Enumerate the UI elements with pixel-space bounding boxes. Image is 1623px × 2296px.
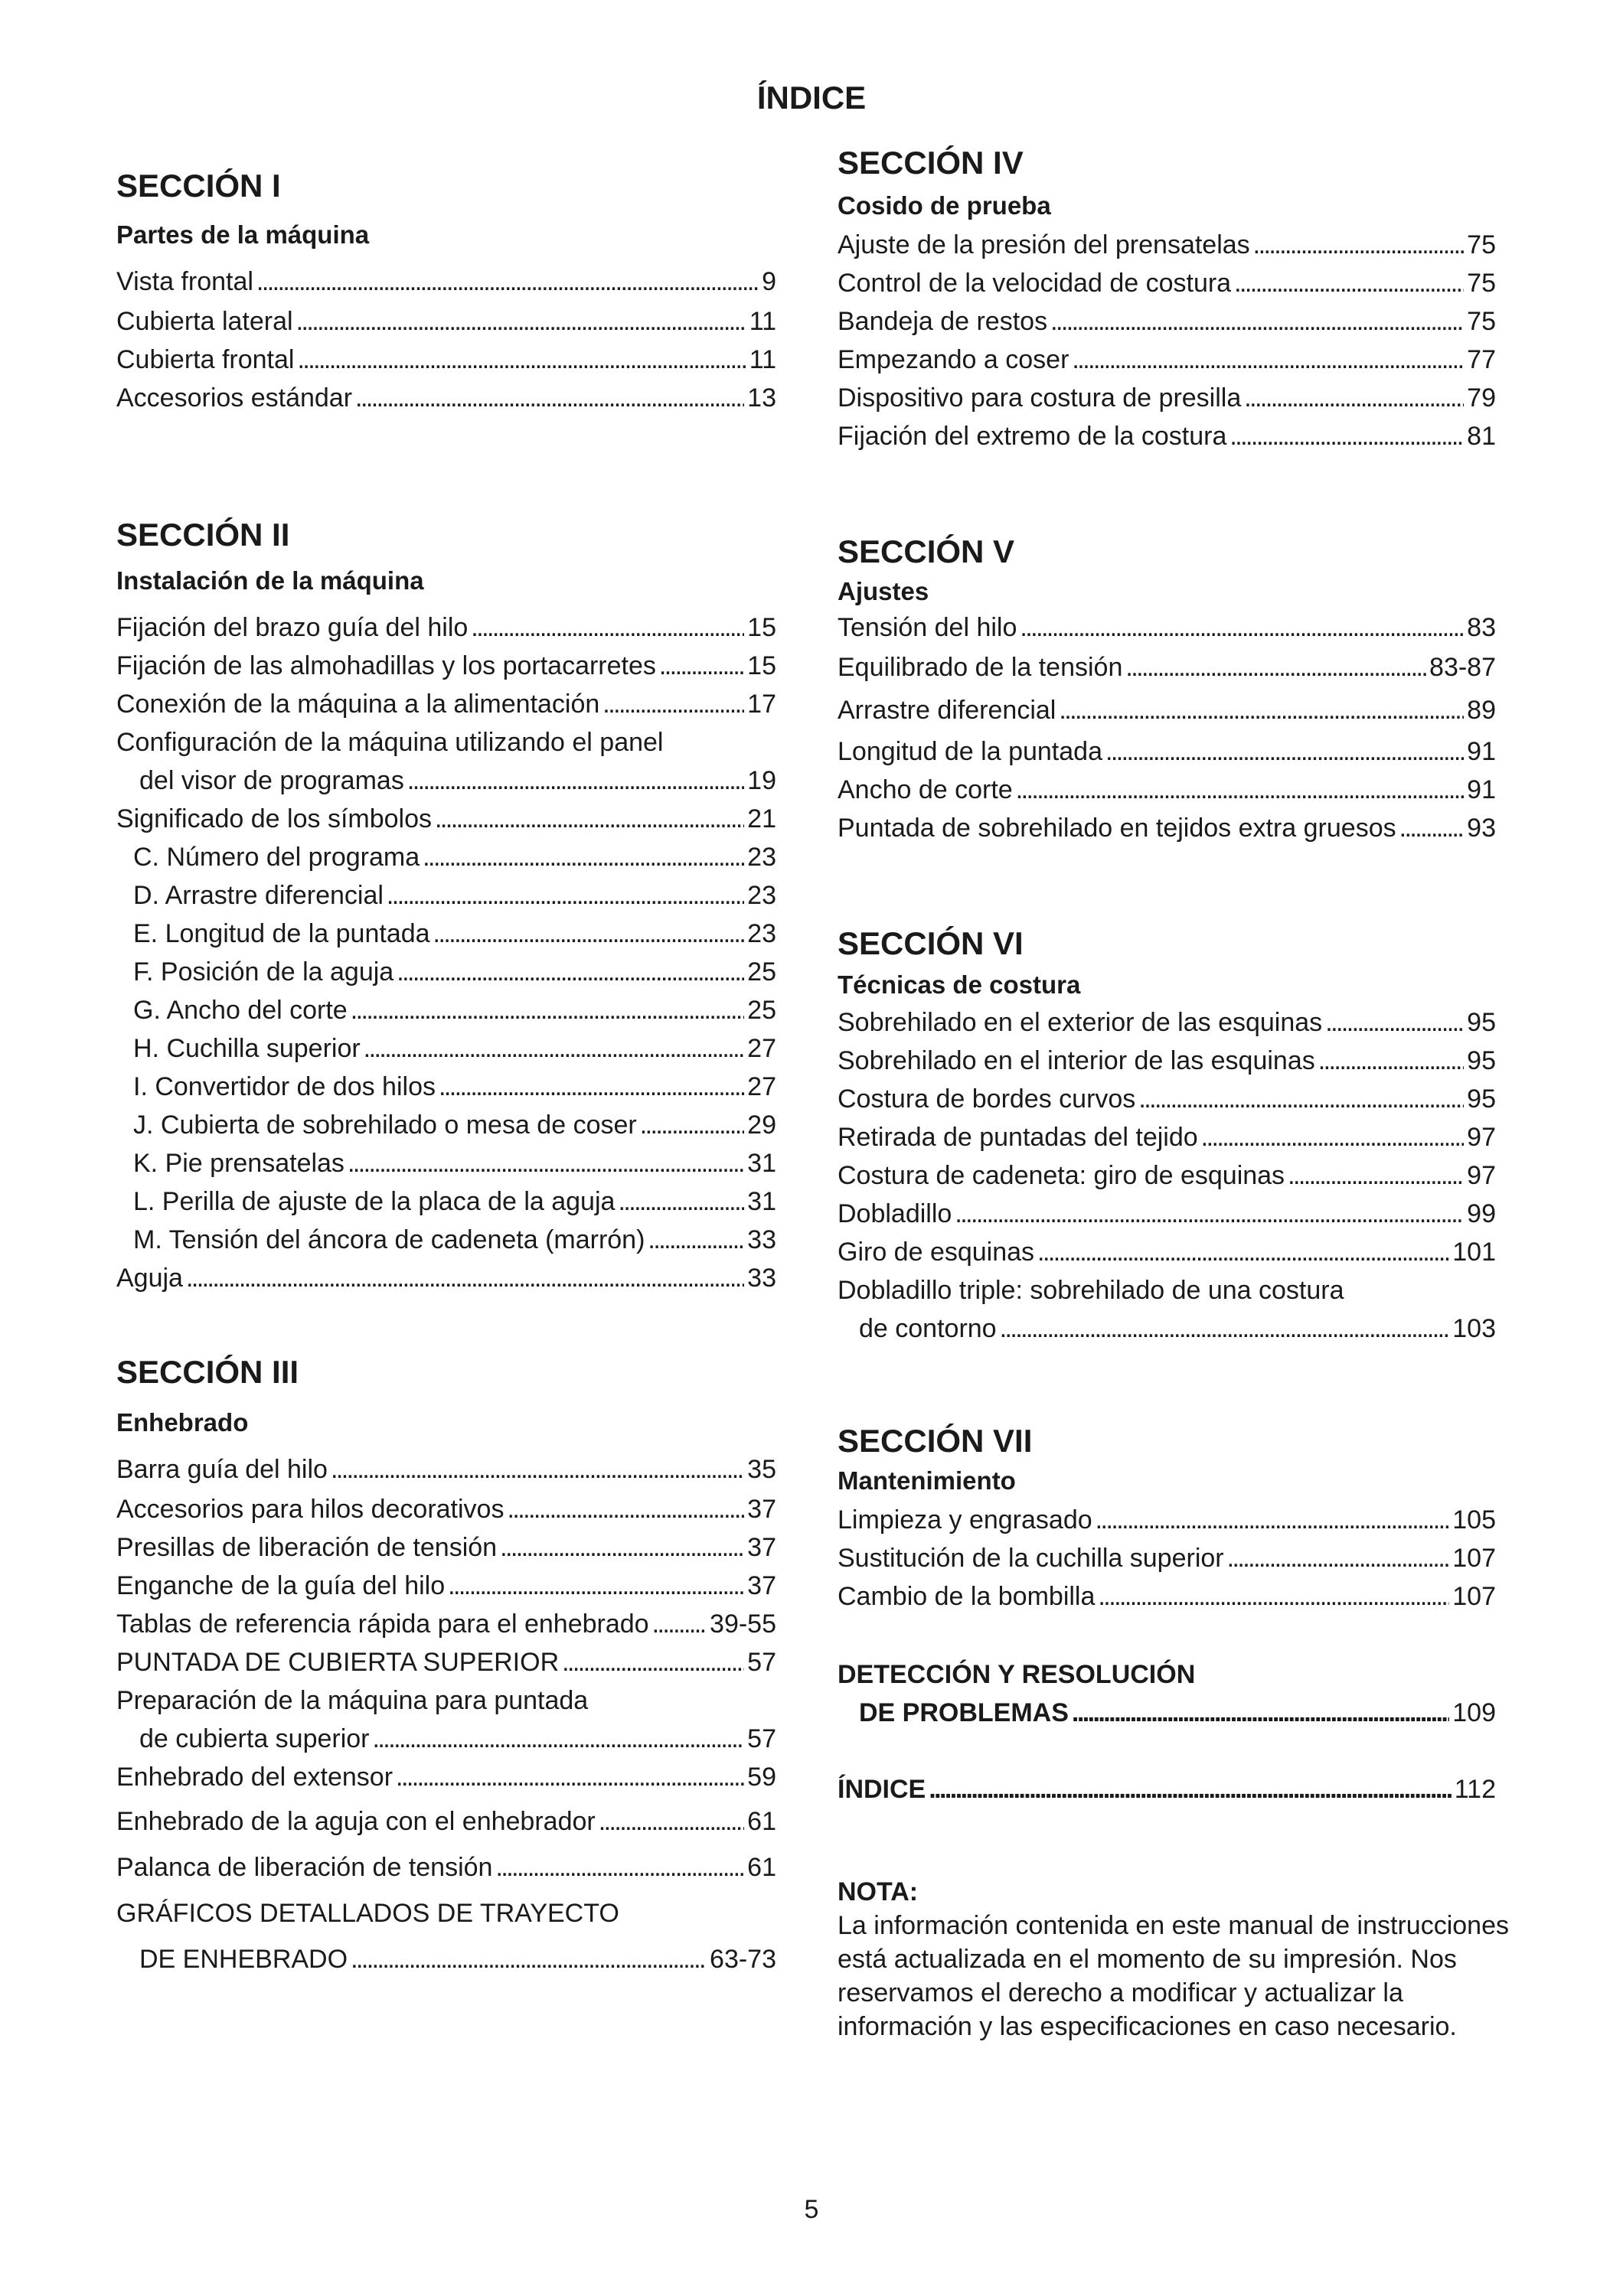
toc-entry[interactable]: de contorno . . . 103 — [859, 1313, 1496, 1344]
toc-entry[interactable]: Enganche de la guía del hilo . . . 37 — [116, 1570, 776, 1601]
toc-entry[interactable]: D. Arrastre diferencial . . . 23 — [133, 880, 776, 911]
nota-text: La información contenida en este manual de instrucciones está actualizada en el momento de su impresión. Nos reservamos el derecho a modificar y actualizar la información y las especificaciones en caso necesario. — [838, 1911, 1509, 2041]
toc-entry[interactable]: Bandeja de restos . . . 75 — [838, 306, 1496, 337]
toc-entry[interactable]: Fijación del extremo de la costura . . . 81 — [838, 421, 1496, 452]
toc-entry[interactable]: Cambio de la bombilla . . . 107 — [838, 1581, 1496, 1612]
toc-entry-line: GRÁFICOS DETALLADOS DE TRAYECTO — [116, 1899, 619, 1928]
toc-entry-line: Dobladillo triple: sobrehilado de una costura — [838, 1276, 1344, 1305]
toc-entry[interactable]: Conexión de la máquina a la alimentación . . . 17 — [116, 689, 776, 719]
section-subtitle: Mantenimiento — [838, 1466, 1016, 1495]
section-subtitle: Ajustes — [838, 577, 929, 605]
toc-entry[interactable]: Limpieza y engrasado . . . 105 — [838, 1505, 1496, 1535]
toc-entry[interactable]: Empezando a coser . . . 77 — [838, 344, 1496, 375]
toc-entry[interactable]: Dispositivo para costura de presilla . . . 79 — [838, 383, 1496, 413]
toc-entry[interactable]: Giro de esquinas . . . 101 — [838, 1237, 1496, 1267]
toc-entry[interactable]: Tensión del hilo . . . 83 — [838, 612, 1496, 643]
toc-entry[interactable]: E. Longitud de la puntada . . . 23 — [133, 918, 776, 949]
troubleshooting-heading: DETECCIÓN Y RESOLUCIÓN — [838, 1660, 1196, 1689]
toc-entry[interactable]: DE ENHEBRADO . . . 63-73 — [139, 1944, 776, 1975]
toc-entry[interactable]: Costura de cadeneta: giro de esquinas . . . 97 — [838, 1160, 1496, 1191]
toc-entry[interactable]: Dobladillo . . . 99 — [838, 1199, 1496, 1229]
toc-entry-line: Preparación de la máquina para puntada — [116, 1686, 589, 1715]
toc-entry[interactable]: Puntada de sobrehilado en tejidos extra gruesos . . . 93 — [838, 813, 1496, 843]
toc-entry[interactable]: L. Perilla de ajuste de la placa de la aguja . . . 31 — [133, 1186, 776, 1217]
toc-entry[interactable]: Sustitución de la cuchilla superior . . . 107 — [838, 1543, 1496, 1574]
section-subtitle: Enhebrado — [116, 1408, 249, 1437]
toc-entry[interactable]: Fijación de las almohadillas y los portacarretes . . . 15 — [116, 651, 776, 681]
toc-entry[interactable]: Ajuste de la presión del prensatelas . . . 75 — [838, 230, 1496, 260]
toc-entry[interactable]: Accesorios para hilos decorativos . . . 37 — [116, 1494, 776, 1525]
toc-entry[interactable]: Aguja . . . 33 — [116, 1263, 776, 1293]
toc-entry[interactable]: Cubierta frontal . . . 11 — [116, 344, 776, 375]
toc-entry[interactable]: Costura de bordes curvos . . . 95 — [838, 1084, 1496, 1114]
section-title: SECCIÓN VII — [838, 1423, 1033, 1459]
toc-entry[interactable]: Arrastre diferencial . . . 89 — [838, 695, 1496, 726]
toc-entry[interactable]: del visor de programas . . . 19 — [139, 765, 776, 796]
section-subtitle: Técnicas de costura — [838, 970, 1081, 999]
toc-entry[interactable]: Ancho de corte . . . 91 — [838, 775, 1496, 805]
section-subtitle: Partes de la máquina — [116, 220, 370, 249]
section-title: SECCIÓN III — [116, 1354, 299, 1390]
toc-entry[interactable]: Retirada de puntadas del tejido . . . 97 — [838, 1122, 1496, 1153]
toc-entry[interactable]: Barra guía del hilo . . . 35 — [116, 1454, 776, 1485]
toc-entry[interactable]: Sobrehilado en el exterior de las esquinas . . . 95 — [838, 1007, 1496, 1038]
toc-entry[interactable]: Equilibrado de la tensión . . . 83-87 — [838, 652, 1496, 683]
toc-entry-line: Configuración de la máquina utilizando el panel — [116, 728, 664, 757]
section-title: SECCIÓN VI — [838, 925, 1024, 961]
toc-entry[interactable]: Tablas de referencia rápida para el enhebrado . . . 39-55 — [116, 1609, 776, 1639]
toc-entry[interactable]: Presillas de liberación de tensión . . . 37 — [116, 1532, 776, 1563]
toc-entry[interactable]: K. Pie prensatelas . . . 31 — [133, 1148, 776, 1179]
toc-entry[interactable]: Accesorios estándar . . . 13 — [116, 383, 776, 413]
toc-entry[interactable]: Cubierta lateral . . . 11 — [116, 306, 776, 337]
toc-entry[interactable]: de cubierta superior . . . 57 — [139, 1724, 776, 1754]
toc-entry[interactable]: Palanca de liberación de tensión . . . 61 — [116, 1852, 776, 1883]
toc-entry[interactable]: Sobrehilado en el interior de las esquinas . . . 95 — [838, 1045, 1496, 1076]
section-title: SECCIÓN IV — [838, 145, 1024, 181]
toc-entry[interactable]: Control de la velocidad de costura . . . 75 — [838, 268, 1496, 298]
toc-entry[interactable]: H. Cuchilla superior . . . 27 — [133, 1033, 776, 1064]
nota-title: NOTA: — [838, 1877, 919, 1906]
section-title: SECCIÓN II — [116, 517, 290, 553]
toc-entry[interactable]: M. Tensión del áncora de cadeneta (marrón) . . . 33 — [133, 1225, 776, 1255]
toc-entry[interactable]: Enhebrado de la aguja con el enhebrador . . . 61 — [116, 1806, 776, 1837]
toc-entry-troubleshooting[interactable]: DE PROBLEMAS . . . 109 — [859, 1698, 1496, 1728]
toc-entry[interactable]: PUNTADA DE CUBIERTA SUPERIOR . . . 57 — [116, 1647, 776, 1678]
section-subtitle: Instalación de la máquina — [116, 566, 424, 595]
page-title: ÍNDICE — [756, 80, 867, 116]
toc-entry[interactable]: I. Convertidor de dos hilos . . . 27 — [133, 1071, 776, 1102]
toc-entry[interactable]: Fijación del brazo guía del hilo . . . 15 — [116, 612, 776, 643]
toc-entry[interactable]: G. Ancho del corte . . . 25 — [133, 995, 776, 1026]
section-title: SECCIÓN I — [116, 168, 281, 204]
toc-entry[interactable]: Enhebrado del extensor . . . 59 — [116, 1762, 776, 1792]
toc-entry[interactable]: Vista frontal . . . 9 — [116, 266, 776, 297]
toc-entry-index[interactable]: ÍNDICE . . . 112 — [838, 1774, 1496, 1805]
toc-entry[interactable]: F. Posición de la aguja . . . 25 — [133, 957, 776, 987]
section-subtitle: Cosido de prueba — [838, 191, 1051, 220]
toc-entry[interactable]: C. Número del programa . . . 23 — [133, 842, 776, 872]
toc-entry[interactable]: J. Cubierta de sobrehilado o mesa de coser . . . 29 — [133, 1110, 776, 1140]
page-number: 5 — [804, 2195, 819, 2224]
toc-entry[interactable]: Longitud de la puntada . . . 91 — [838, 736, 1496, 767]
section-title: SECCIÓN V — [838, 533, 1015, 569]
toc-entry[interactable]: Significado de los símbolos . . . 21 — [116, 804, 776, 834]
